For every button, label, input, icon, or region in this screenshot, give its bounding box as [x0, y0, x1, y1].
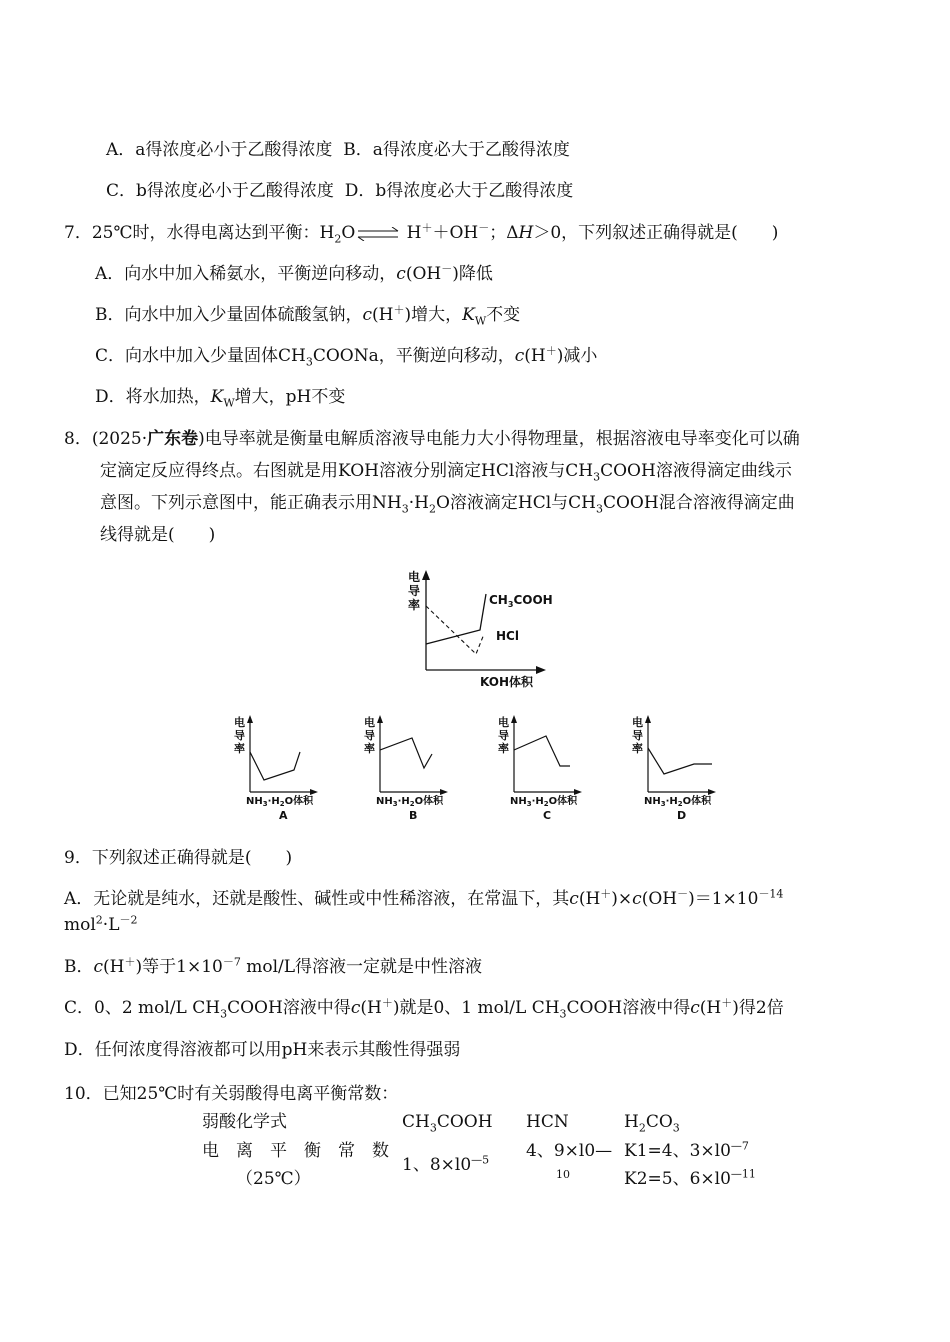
main-fig-xlabel: KOH体积: [480, 675, 534, 689]
q7-option-d: D．将水加热，$K_W$增大，pH不变: [95, 387, 346, 410]
q8-stem-line1: 8．(2025·广东卷)电导率就是衡量电解质溶液导电能力大小得物理量，根据溶液电导率变化可以确: [64, 429, 800, 449]
svg-text:率: 率: [364, 742, 375, 755]
q7-option-c: C．向水中加入少量固体$CH_3COONa$，平衡逆向移动，c(H＋)减小: [95, 344, 598, 369]
main-fig-ylabel-1: 电: [408, 570, 421, 584]
hcn-constant: 4、9×l0—: [526, 1141, 613, 1161]
q8-stem-line2: 定滴定反应得终点。右图就是用KOH溶液分别滴定HCl溶液与$CH_3COOH$溶液得滴定曲线示: [100, 461, 792, 484]
table-header-ch3cooh: $CH_3COOH$: [402, 1112, 493, 1135]
figure-b: [364, 715, 448, 822]
q8-stem-line3: 意图。下列示意图中，能正确表示用$NH_3\cdot H_2O$溶液滴定HCl与$CH_3COOH$混合溶液得滴定曲: [100, 493, 795, 516]
svg-text:B: B: [409, 809, 418, 822]
equilibrium-arrow-icon: [356, 227, 400, 241]
svg-text:NH3·H2O体积: $NH_3\cdot H_2O$体积: [644, 796, 712, 808]
q6-option-c: C．b得浓度必小于乙酸得浓度 D．b得浓度必大于乙酸得浓度: [106, 181, 574, 201]
main-fig-ylabel-2: 导: [408, 584, 421, 598]
h2co3-k1: K1=4、$3\times l0^{—7}$: [624, 1139, 749, 1161]
main-fig-series2-label: HCl: [496, 629, 519, 643]
svg-text:A: A: [279, 809, 288, 822]
q10-stem: 10．已知25℃时有关弱酸得电离平衡常数：: [64, 1084, 399, 1104]
svg-text:率: 率: [234, 742, 245, 755]
q9-stem: 9．下列叙述正确得就是( ): [64, 848, 293, 868]
svg-text:导: 导: [632, 729, 643, 742]
svg-text:电: 电: [364, 716, 375, 729]
q8-stem-line4: 线得就是( ): [100, 525, 216, 545]
ch3cooh-curve: [426, 594, 486, 644]
q9-option-b: B．c(H＋)等于$1\times 10^{-7}$ mol/L得溶液一定就是中性溶液: [64, 955, 483, 977]
svg-text:D: D: [677, 809, 687, 822]
svg-text:NH3·H2O体积: $NH_3\cdot H_2O$体积: [376, 796, 444, 808]
main-fig-ylabel-3: 率: [408, 598, 421, 612]
q9-option-d: D．任何浓度得溶液都可以用pH来表示其酸性得强弱: [64, 1040, 461, 1060]
hcl-curve: [426, 606, 484, 654]
figure-d: [632, 715, 716, 822]
svg-text:导: 导: [234, 729, 245, 742]
svg-text:率: 率: [632, 742, 643, 755]
svg-text:率: 率: [498, 742, 509, 755]
titration-main-figure: [400, 566, 560, 692]
q9-option-a-line2: $mol^2\cdot L^{-2}$: [64, 913, 138, 935]
figure-c: [498, 715, 582, 822]
table-header-formula: 弱酸化学式: [202, 1112, 287, 1132]
main-fig-series1-label: $CH_3COOH$: [489, 593, 553, 609]
q7-stem: 7．25℃时，水得电离达到平衡：$H_2O$ H＋＋OH－；ΔH＞0，下列叙述正确得就是( ): [64, 221, 779, 246]
svg-text:NH3·H2O体积: $NH_3\cdot H_2O$体积: [510, 796, 578, 808]
q7-option-b: B．向水中加入少量固体硫酸氢钠，c(H＋)增大，$K_W$不变: [95, 303, 521, 328]
svg-text:NH3·H2O体积: $NH_3\cdot H_2O$体积: [246, 796, 314, 808]
table-header-hcn: HCN: [526, 1112, 569, 1132]
svg-text:电: 电: [234, 716, 245, 729]
svg-text:C: C: [543, 809, 552, 822]
ch3cooh-constant: 1、$8\times l0^{—5}$: [402, 1153, 490, 1175]
q6-option-b: B．a得浓度必大于乙酸得浓度: [343, 140, 570, 160]
svg-text:导: 导: [364, 729, 375, 742]
h2co3-k2: K2=5、$6\times l0^{—11}$: [624, 1167, 756, 1189]
svg-text:导: 导: [498, 729, 509, 742]
figure-a: [234, 715, 318, 822]
option-figures: [220, 712, 740, 822]
table-header-h2co3: $H_2CO_3$: [624, 1112, 680, 1135]
q7-option-a: A．向水中加入稀氨水，平衡逆向移动，c(OH－)降低: [95, 262, 493, 284]
q9-option-c: C．0、2 mol/L $CH_3COOH$溶液中得c(H＋)就是0、1 mol/L $CH_3COOH$溶液中得c(H＋)得2倍: [64, 996, 784, 1021]
table-row-label-temp: （25℃）: [236, 1169, 311, 1189]
q9-option-a-line1: A．无论就是纯水，还就是酸性、碱性或中性稀溶液，在常温下，其$c(H^+)\times c(OH^-)=1\times 10^{-14}$: [64, 887, 784, 909]
q6-option-a: A．a得浓度必小于乙酸得浓度 B．a得浓度必大于乙酸得浓度: [106, 140, 570, 160]
q6-option-d: D．b得浓度必大于乙酸得浓度: [344, 181, 574, 201]
hcn-constant-exp: 10: [556, 1168, 570, 1181]
table-row-label: 电 离 平 衡 常 数: [202, 1141, 389, 1161]
svg-text:电: 电: [498, 716, 509, 729]
svg-text:电: 电: [632, 716, 643, 729]
